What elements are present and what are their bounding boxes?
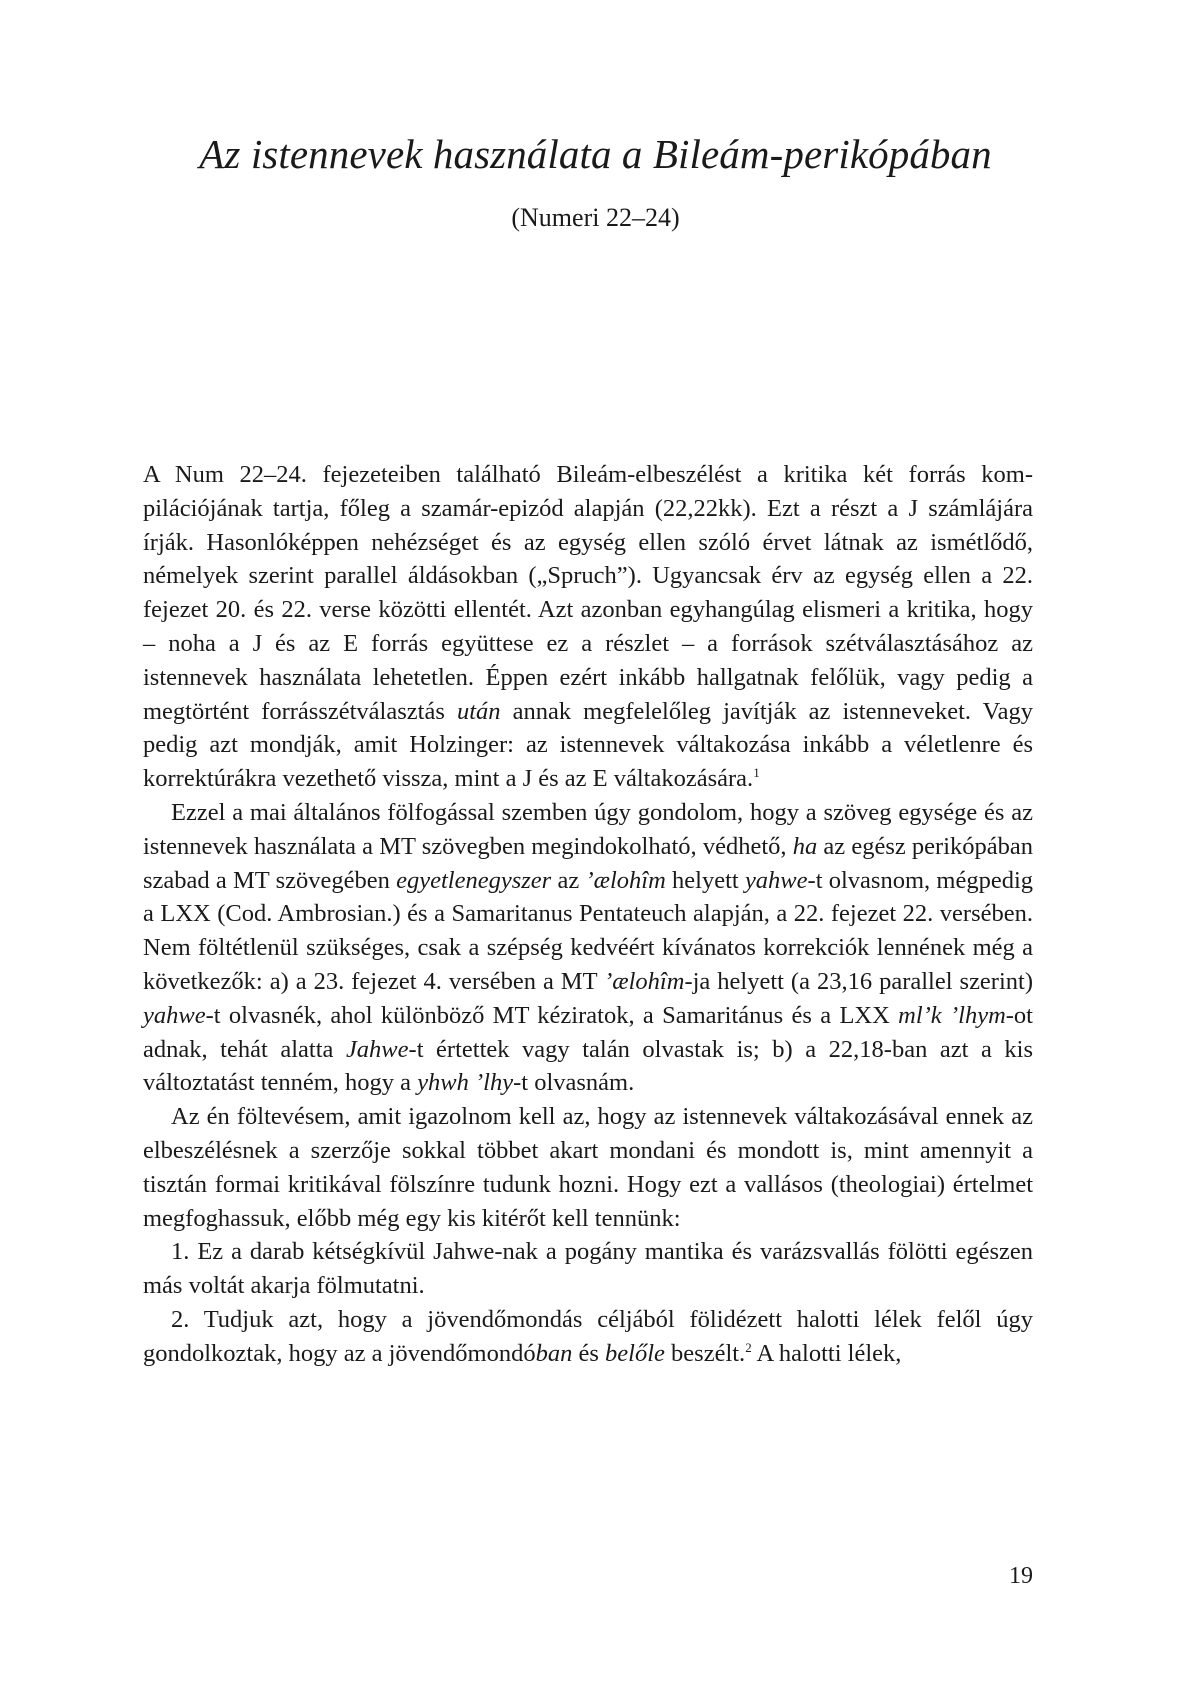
paragraph-1: A Num 22–24. fejezeteiben található Bileám-elbeszélést a kritika két forrás kompilációjának tartja, főleg a szamár-epizód alapján (22,22kk). Ezt a részt a J számlájára írják. Hasonlóképpen nehézséget és az egység ellen szóló érvet látnak az ismétlődő, némelyek szerint parallel áldásokban („Spruch”). Ugyancsak érv az egység ellen a 22. fejezet 20. és 22. verse közötti ellentét. Azt azonban egyhangúlag elismeri a kritika, hogy – noha a J és az E forrás együttese ez a részlet – a források szétválasztásához az istennevek használata lehetetlen. Éppen ezért inkább hallgatnak felőlük, vagy pedig a megtörtént forrásszétválasztás után annak megfelelőleg javítják az istenneveket. Vagy pedig azt mondják, amit Holzinger: az istennevek váltakozása inkább a véletlenre és korrektúrákra vezethető vissza, mint a J és az E váltakozására.$^1$: [143, 461, 1034, 793]
paragraph-3: Az én föltevésem, amit igazolnom kell az, hogy az istennevek váltakozásával ennek az elbeszélésnek a szerzője sokkal többet akart mondani és mondott is, mint amennyit a tisztán formai kritikával fölszínre tudunk hozni. Hogy ezt a vallásos (theologiai) értelmet megfoghassuk, előbb még egy kis kitérőt kell tennünk:: [143, 1103, 1033, 1232]
paragraph-2: Ezzel a mai általános fölfogással szemben úgy gondolom, hogy a szöveg egysége és az istennevek használata a MT szövegben megindokolható, védhető, ha az egész perikópában szabad a MT szövegében egyetlenegyszer az ’ælohîm helyett yahwe-t olvasnom, mégpedig a LXX (Cod. Ambrosian.) és a Samaritanus Pentateuch alapján, a 22. fejezet 22. versében. Nem föltétlenül szükséges, csak a szépség kedvéért kívánatos korrekciók lennének még a következők: a) a 23. fejezet 4. versében a MT ’ælohîm-ja helyett (a 23,16 parallel szerint) yahwe-t olvasnék, ahol különböző MT kéziratok, a Samaritánus és a LXX ml’k ’lhym-ot adnak, tehát alatta Jahwe-t értettek vagy talán olvastak is; b) a 22,18-ban azt a kis változtatást tenném, hogy a yhwh ’lhy-t olvasnám.: [143, 798, 1034, 1097]
footnote-ref-1[interactable]: 1: [753, 765, 760, 781]
body-text: [143, 458, 1033, 1371]
paragraph-4: 1. Ez a darab kétségkívül Jahwe-nak a pogány mantika és varázsvallás fölötti egészen más voltát akarja fölmutatni.: [143, 1238, 1033, 1300]
page-number: 19: [1009, 1563, 1033, 1589]
footnote-ref-2[interactable]: 2: [745, 1339, 752, 1355]
chapter-subtitle: (Numeri 22–24): [511, 203, 680, 232]
chapter-title: Az istennevek használata a Bileám-perikópában: [199, 131, 992, 177]
paragraph-5: 2. Tudjuk azt, hogy a jövendőmondás céljából fölidézett halotti lélek felől úgy gondolkoztak, hogy az a jövendőmondóban és belőle beszélt.$^2$ A halotti lélek,: [143, 1305, 1033, 1367]
